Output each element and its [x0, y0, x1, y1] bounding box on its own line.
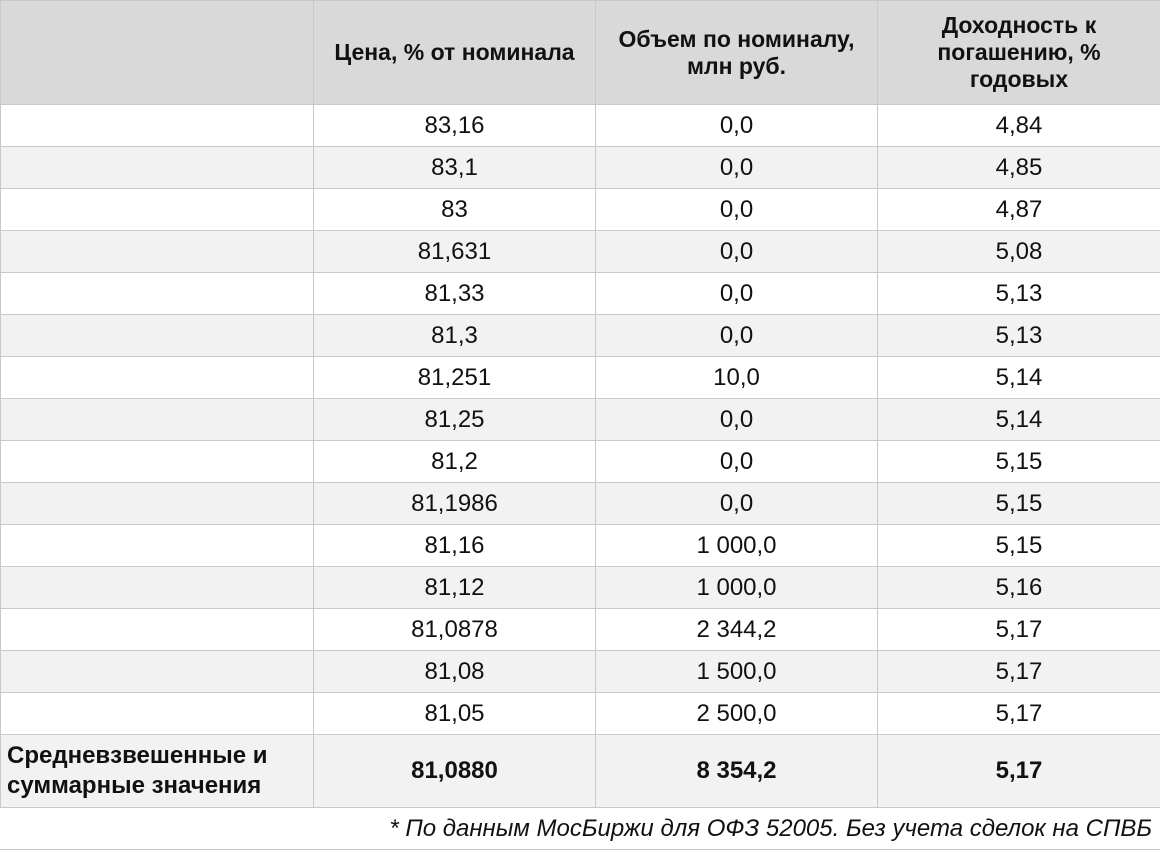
price-cell: 81,25 — [314, 399, 596, 441]
volume-cell: 0,0 — [596, 105, 878, 147]
volume-cell: 10,0 — [596, 357, 878, 399]
row-label — [1, 483, 314, 525]
table-row — [1, 441, 1160, 483]
table-row — [1, 693, 1160, 735]
volume-cell: 1 500,0 — [596, 651, 878, 693]
price-cell: 81,33 — [314, 273, 596, 315]
row-label — [1, 693, 314, 735]
volume-cell: 0,0 — [596, 273, 878, 315]
total-label: Средневзвешенные и суммарные значения — [1, 735, 314, 808]
table-row — [1, 273, 1160, 315]
table-row — [1, 105, 1160, 147]
volume-cell: 2 500,0 — [596, 693, 878, 735]
table-row — [1, 651, 1160, 693]
price-cell: 81,16 — [314, 525, 596, 567]
price-cell: 83 — [314, 189, 596, 231]
row-label — [1, 399, 314, 441]
volume-cell: 1 000,0 — [596, 525, 878, 567]
yield-cell: 5,13 — [878, 315, 1160, 357]
yield-cell: 5,15 — [878, 441, 1160, 483]
price-cell: 81,05 — [314, 693, 596, 735]
yield-cell: 5,14 — [878, 399, 1160, 441]
row-label — [1, 525, 314, 567]
total-row — [1, 735, 1160, 808]
yield-cell: 5,15 — [878, 525, 1160, 567]
yield-cell: 4,85 — [878, 147, 1160, 189]
table-row — [1, 189, 1160, 231]
header-volume: Объем по номиналу, млн руб. — [596, 1, 878, 105]
yield-cell: 4,87 — [878, 189, 1160, 231]
header-yield: Доходность к погашению, % годовых — [878, 1, 1160, 105]
yield-cell: 5,17 — [878, 609, 1160, 651]
volume-cell: 1 000,0 — [596, 567, 878, 609]
price-cell: 81,1986 — [314, 483, 596, 525]
footnote: * По данным МосБиржи для ОФЗ 52005. Без учета сделок на СПВБ — [0, 808, 1160, 850]
table-row — [1, 567, 1160, 609]
row-label — [1, 189, 314, 231]
table-row — [1, 525, 1160, 567]
price-cell: 81,08 — [314, 651, 596, 693]
table-row — [1, 399, 1160, 441]
price-cell: 81,251 — [314, 357, 596, 399]
volume-cell: 0,0 — [596, 147, 878, 189]
header-empty — [1, 1, 314, 105]
row-label — [1, 609, 314, 651]
volume-cell: 0,0 — [596, 441, 878, 483]
yield-cell: 5,14 — [878, 357, 1160, 399]
row-label — [1, 567, 314, 609]
table-row — [1, 147, 1160, 189]
price-cell: 81,2 — [314, 441, 596, 483]
row-label — [1, 105, 314, 147]
table-row — [1, 357, 1160, 399]
price-cell: 81,12 — [314, 567, 596, 609]
volume-cell: 0,0 — [596, 231, 878, 273]
total-yield: 5,17 — [878, 735, 1160, 808]
header-row — [1, 1, 1160, 105]
row-label — [1, 273, 314, 315]
row-label — [1, 357, 314, 399]
volume-cell: 0,0 — [596, 399, 878, 441]
price-cell: 83,16 — [314, 105, 596, 147]
yield-cell: 5,13 — [878, 273, 1160, 315]
row-label — [1, 441, 314, 483]
price-cell: 81,0878 — [314, 609, 596, 651]
row-label — [1, 231, 314, 273]
yield-cell: 5,17 — [878, 693, 1160, 735]
table-row — [1, 609, 1160, 651]
yield-cell: 5,16 — [878, 567, 1160, 609]
total-volume: 8 354,2 — [596, 735, 878, 808]
row-label — [1, 651, 314, 693]
row-label — [1, 315, 314, 357]
header-price: Цена, % от номинала — [314, 1, 596, 105]
volume-cell: 0,0 — [596, 189, 878, 231]
price-cell: 81,3 — [314, 315, 596, 357]
table-row — [1, 231, 1160, 273]
yield-cell: 5,08 — [878, 231, 1160, 273]
volume-cell: 2 344,2 — [596, 609, 878, 651]
table-row — [1, 483, 1160, 525]
yield-cell: 5,15 — [878, 483, 1160, 525]
volume-cell: 0,0 — [596, 483, 878, 525]
table-row — [1, 315, 1160, 357]
yield-cell: 5,17 — [878, 651, 1160, 693]
total-price: 81,0880 — [314, 735, 596, 808]
yield-cell: 4,84 — [878, 105, 1160, 147]
price-cell: 83,1 — [314, 147, 596, 189]
row-label — [1, 147, 314, 189]
price-cell: 81,631 — [314, 231, 596, 273]
volume-cell: 0,0 — [596, 315, 878, 357]
